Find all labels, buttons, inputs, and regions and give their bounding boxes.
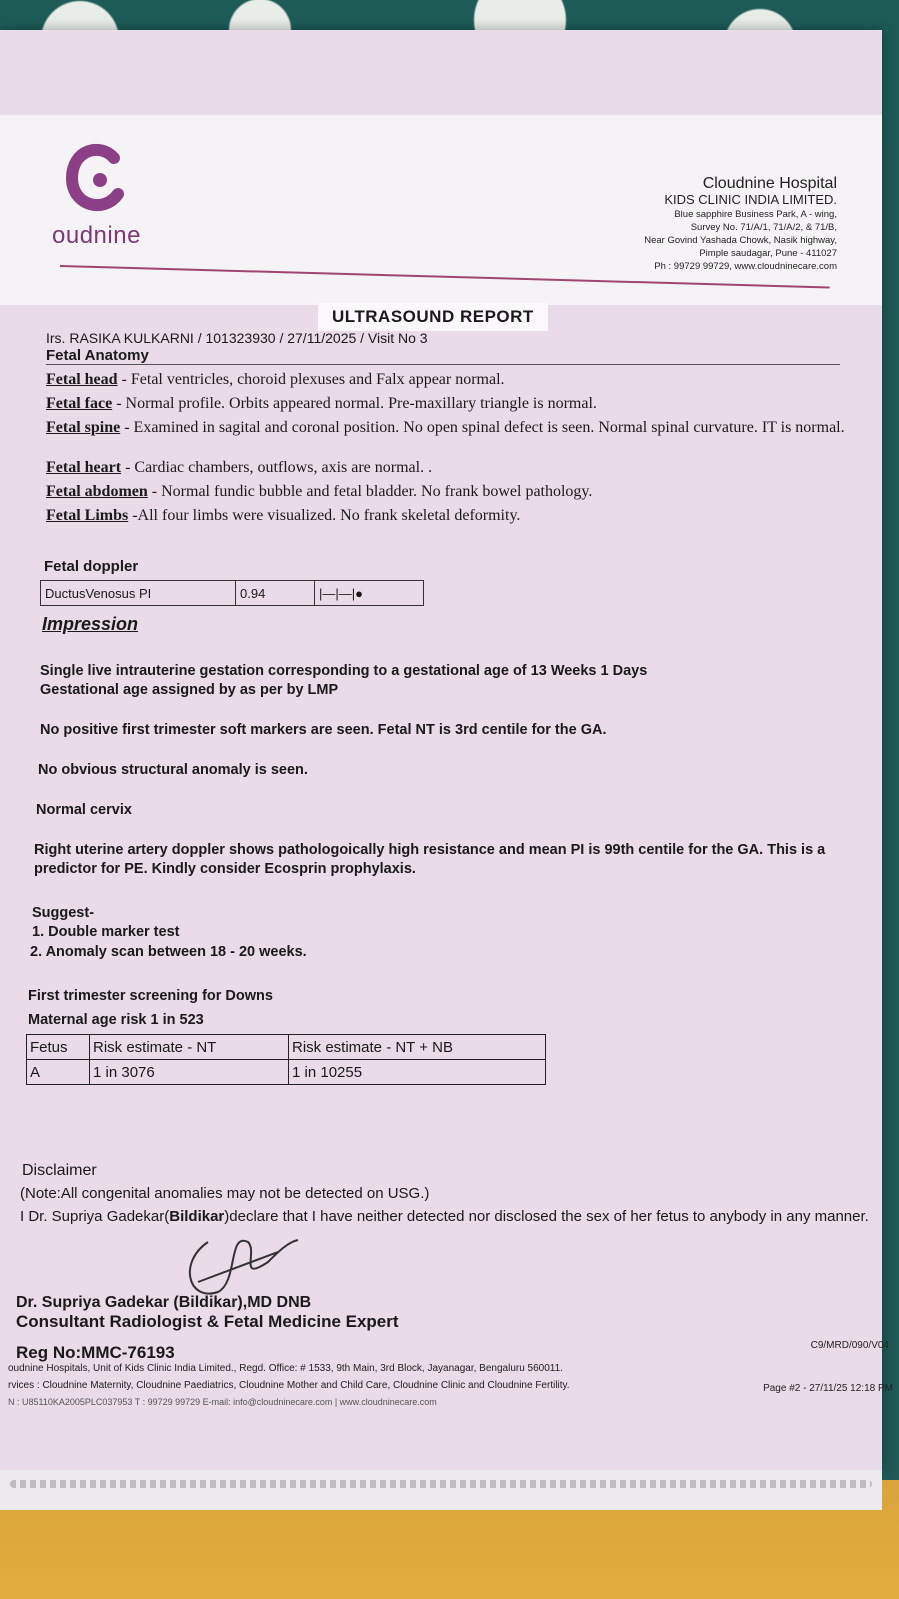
impression-line: Right uterine artery doppler shows pathologoically high resistance and mean PI is 99th centile for the GA. This is a predictor for PE. Kindly consider Ecosprin prophylaxis. [34,842,826,877]
table-row [41,581,424,606]
doppler-range-marker: |—|—|● [315,581,424,606]
anatomy-text: -All four limbs were visualized. No frank skeletal deformity. [128,507,521,524]
declaration-bold: Bildikar [169,1208,225,1225]
risk-table [26,1034,546,1085]
table-row [27,1060,546,1085]
anatomy-text: - Normal fundic bubble and fetal bladder. No frank bowel pathology. [147,483,593,500]
cloudnine-logo-icon [66,140,128,218]
address-line: Blue sapphire Business Park, A - wing, [674,209,837,220]
declaration-post: )declare that I have neither detected nor disclosed the sex of her fetus to anybody in any manner. [224,1208,869,1225]
hospital-company: KIDS CLINIC INDIA LIMITED. [664,192,837,207]
impression-line: 2. Anomaly scan between 18 - 20 weeks. [30,944,307,960]
table-header: Risk estimate - NT [90,1035,289,1060]
impression-heading: Impression [42,614,139,634]
anatomy-text: - Examined in sagital and coronal position. No open spinal defect is seen. Normal spinal curvature. IT is normal. [120,419,845,436]
address-line: Survey No. 71/A/1, 71/A/2, & 71/B, [690,222,837,233]
footer-line: oudnine Hospitals, Unit of Kids Clinic India Limited., Regd. Office: # 1533, 9th Main, 3rd Block, Jayanagar, Bengaluru 560011. [8,1363,563,1374]
anatomy-text: - Normal profile. Orbits appeared normal. Pre-maxillary triangle is normal. [112,395,597,412]
table-row [27,1035,546,1060]
doctor-name: Dr. Supriya Gadekar (Bildikar),MD DNB [16,1294,312,1311]
doppler-value: 0.94 [236,581,315,606]
doctor-role: Consultant Radiologist & Fetal Medicine Expert [16,1312,399,1331]
report-title: ULTRASOUND REPORT [318,303,548,331]
impression-line: First trimester screening for Downs [28,988,273,1004]
hospital-info [644,176,837,273]
anatomy-label: Fetal spine [46,419,121,436]
doppler-param: DuctusVenosus PI [41,581,236,606]
doppler-table [40,580,424,606]
patient-line: Irs. RASIKA KULKARNI / 101323930 / 27/11/2025 / Visit No 3 [46,330,428,346]
patient-divider [46,364,840,365]
address-line: Near Govind Yashada Chowk, Nasik highway, [644,235,837,246]
anatomy-label: Fetal face [46,395,113,412]
impression-line: Maternal age risk 1 in 523 [28,1012,204,1028]
footer-line: rvices : Cloudnine Maternity, Cloudnine Paediatrics, Cloudnine Mother and Child Care, Cloudnine Clinic and Cloudnine Fertility. [8,1380,570,1391]
logo-text: oudnine [52,222,141,249]
declaration-pre: I Dr. Supriya Gadekar( [20,1208,170,1225]
address-line: Pimple saudagar, Pune - 411027 [699,248,837,259]
anatomy-item [46,418,846,437]
impression-line: No positive first trimester soft markers are seen. Fetal NT is 3rd centile for the GA. [40,722,607,738]
doppler-heading: Fetal doppler [44,558,139,575]
form-code: C9/MRD/090/V04 [810,1340,889,1351]
table-header: Fetus [27,1035,90,1060]
anatomy-label: Fetal heart [46,459,122,476]
impression-line: Single live intrauterine gestation corresponding to a gestational age of 13 Weeks 1 Days [40,663,648,679]
anatomy-text: - Fetal ventricles, choroid plexuses and Falx appear normal. [117,371,505,388]
disclaimer-heading: Disclaimer [22,1162,97,1179]
anatomy-item [46,482,846,501]
binder-strip [0,1470,882,1510]
impression-line: No obvious structural anomaly is seen. [38,762,308,778]
footer-line: N : U85110KA2005PLC037953 T : 99729 99729 E-mail: info@cloudninecare.com | www.cloudninecare.com [8,1397,437,1407]
address-line: Ph : 99729 99729, www.cloudninecare.com [654,261,837,272]
doctor-reg: Reg No:MMC-76193 [16,1343,175,1362]
impression-line: Suggest- [32,905,95,921]
impression-line: 1. Double marker test [32,924,180,940]
table-cell: A [27,1060,90,1085]
table-cell: 1 in 10255 [289,1060,546,1085]
anatomy-label: Fetal Limbs [46,507,129,524]
anatomy-item [46,370,846,389]
page-stamp: Page #2 - 27/11/25 12:18 PM [763,1383,893,1394]
anatomy-label: Fetal head [46,371,118,388]
disclaimer-note: (Note:All congenital anomalies may not be detected on USG.) [20,1185,430,1202]
anatomy-item [46,506,846,525]
impression-line: Gestational age assigned by as per by LMP [40,682,339,698]
disclaimer-text [20,1182,880,1228]
hospital-name: Cloudnine Hospital [702,175,837,192]
table-header: Risk estimate - NT + NB [289,1035,546,1060]
anatomy-text: - Cardiac chambers, outflows, axis are normal. . [121,459,433,476]
anatomy-label: Fetal abdomen [46,483,148,500]
anatomy-item [46,458,846,477]
anatomy-item [46,394,846,413]
declaration [20,1205,880,1228]
anatomy-heading: Fetal Anatomy [46,347,149,364]
table-cell: 1 in 3076 [90,1060,289,1085]
impression-line: Normal cervix [36,802,132,818]
